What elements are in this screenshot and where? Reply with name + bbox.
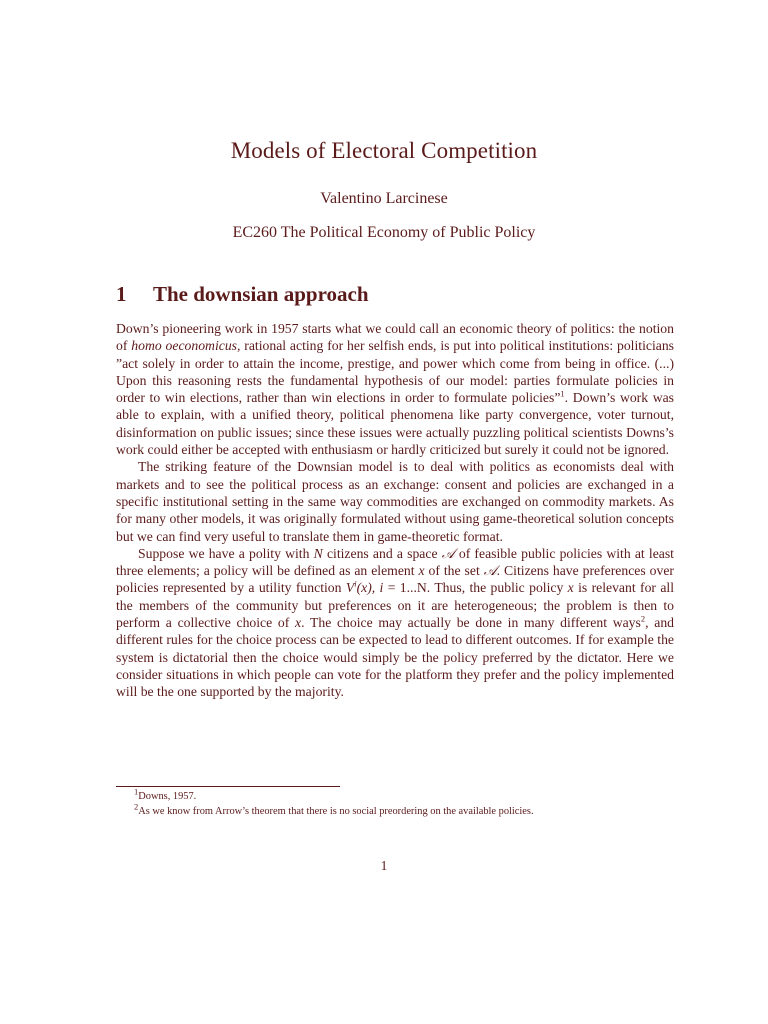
page-number: 1 [380, 858, 388, 873]
text-run: . Down’s work was able to explain, with a unified theory, political phenomena like party convergence, voter turnout, disinformation on public issues; since these issues were actually puzzling political scientists Downs’s work could either be accepted with enthusiasm or hardly criticized but surely it could not be ignored. [116, 390, 674, 458]
italic-text: V [345, 580, 355, 596]
text-run: = 1...N. Thus, the public policy [383, 580, 568, 596]
text-run: citizens and a space [322, 545, 442, 561]
section-title: The downsian approach [153, 282, 369, 306]
author-name: Valentino Larcinese [320, 190, 448, 207]
course-name: EC260 The Political Economy of Public Policy [232, 224, 536, 241]
text-run: . Citizens have preferences over policies represented by a utility function [116, 563, 674, 596]
paper-title: Models of Electoral Competition [230, 138, 538, 163]
italic-text: 𝒜 [441, 545, 455, 561]
italic-text: homo oeconomicus [131, 338, 237, 354]
paragraph [116, 545, 674, 701]
italic-text: (x), i [356, 580, 384, 596]
superscript-mark: 2 [640, 613, 646, 624]
footnote-text: As we know from Arrow’s theorem that there is no social preordering on the available policies. [138, 805, 534, 817]
footnote-text: Downs, 1957. [138, 791, 197, 802]
text-run: . The choice may actually be done in many different ways [301, 615, 641, 631]
section-heading [116, 282, 369, 307]
footnotes [116, 786, 676, 819]
italic-text: 𝒜 [483, 563, 497, 579]
italic-text: x [418, 563, 425, 579]
superscript-mark: 1 [560, 388, 565, 399]
text-run: of feasible public policies with at least three elements; a policy will be defined as an element [116, 545, 674, 579]
superscript-mark: i [354, 578, 357, 589]
text-run: , and different rules for the choice process can be expected to lead to different outcomes. If for example the system is dictatorial then the choice would simply be the policy preferred by the dictator. Here we consider situations in which people can vote for the platform they prefer and the policy implemented will be the one supported by the majority. [116, 615, 675, 700]
footnote-rule [116, 786, 340, 787]
italic-text: x [567, 580, 574, 596]
section-number: 1 [116, 282, 127, 306]
text-run: The striking feature of the Downsian model is to deal with politics as economists deal with markets and to see the political process as an exchange: consent and policies are exchanged in a specific institutional setting in the same way commodities are exchanged on commodity markets. As for many other models, it was originally formulated without using game-theoretical solution concepts but we can find very useful to translate them in game-theoretic format. [116, 459, 674, 544]
text-run: Down’s pioneering work in 1957 starts what we could call an economic theory of politics: the notion of [116, 321, 674, 354]
paragraph [116, 320, 674, 458]
text-run: Suppose we have a polity with [138, 545, 314, 561]
text-run: of the set [424, 563, 484, 579]
footnote-mark: 1 [134, 786, 139, 797]
text-run: , rational acting for her selfish ends, is put into political institutions: politicians ”act solely in order to attain the income, prestige, and power which come from being in office. (...) Upon this reasoning rests the fundamental hypothesis of our model: parties formulate policies in order to win elections, rather than win elections in order to formulate policies” [116, 338, 675, 406]
text-run: is relevant for all the members of the community but preferences on it are heterogeneous; the problem is then to perform a collective choice of [116, 580, 674, 631]
paragraph [116, 458, 674, 544]
body-text [116, 320, 674, 701]
italic-text: N [313, 545, 323, 561]
footnote-mark: 2 [134, 801, 139, 812]
footnote [116, 801, 676, 820]
footnote [116, 786, 676, 805]
italic-text: x [295, 615, 302, 631]
